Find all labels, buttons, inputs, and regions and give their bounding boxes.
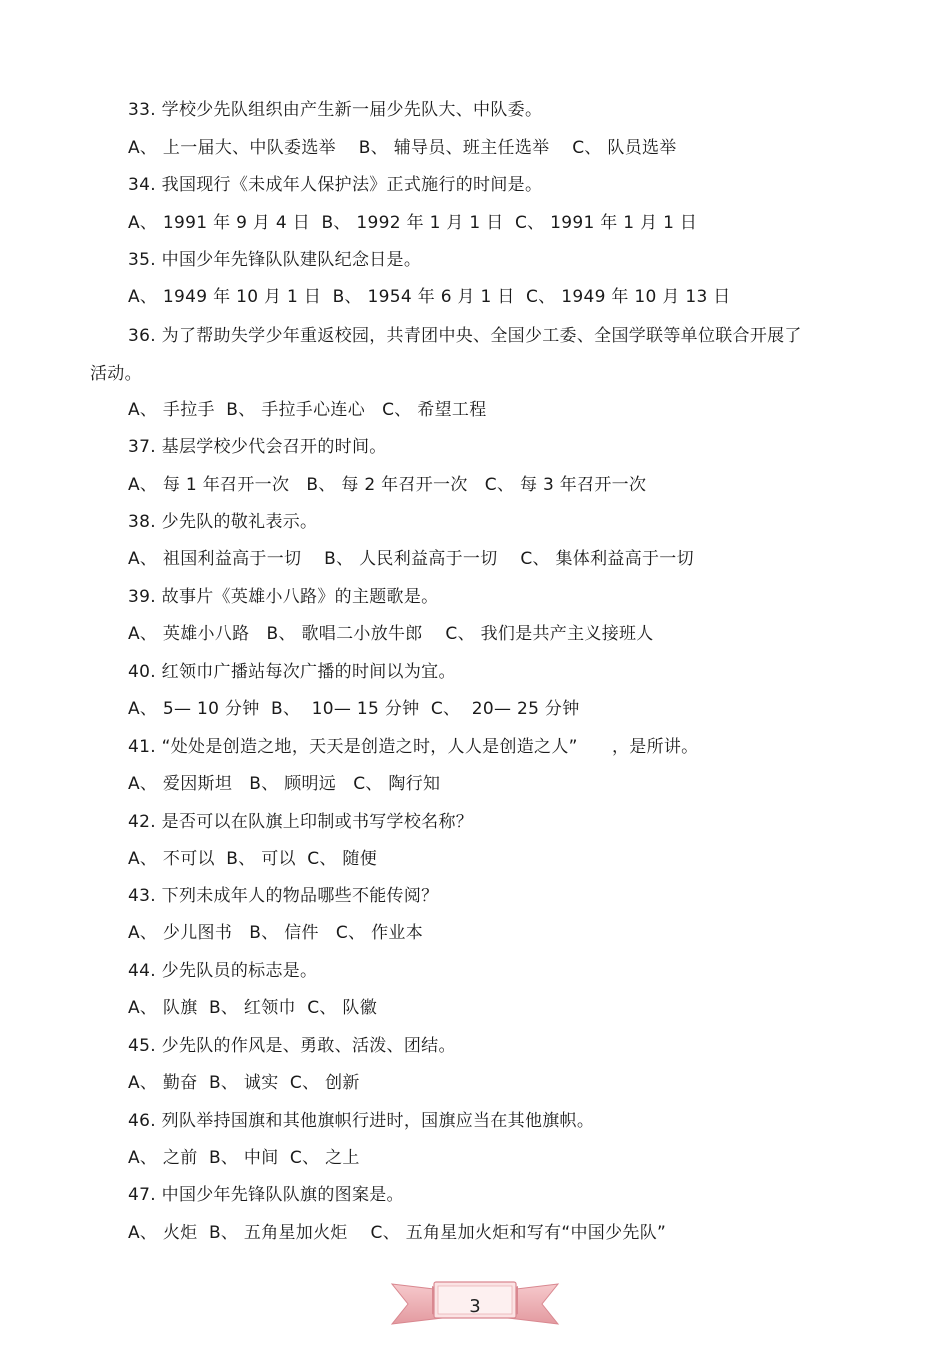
question-38: 38. 少先队的敬礼表示。 bbox=[128, 512, 318, 532]
options-39: A、 英雄小八路 B、 歌唱二小放牛郎 C、 我们是共产主义接班人 bbox=[128, 624, 654, 644]
question-47: 47. 中国少年先锋队队旗的图案是。 bbox=[128, 1185, 404, 1205]
question-34: 34. 我国现行《未成年人保护法》正式施行的时间是。 bbox=[128, 175, 543, 195]
question-35: 35. 中国少年先锋队队建队纪念日是。 bbox=[128, 250, 422, 270]
question-40: 40. 红领巾广播站每次广播的时间以为宜。 bbox=[128, 662, 456, 682]
options-34: A、 1991 年 9 月 4 日 B、 1992 年 1 月 1 日 C、 1991 年 1 月 1 日 bbox=[128, 213, 698, 233]
options-46: A、 之前 B、 中间 C、 之上 bbox=[128, 1148, 360, 1168]
question-39: 39. 故事片《英雄小八路》的主题歌是。 bbox=[128, 587, 439, 607]
options-37: A、 每 1 年召开一次 B、 每 2 年召开一次 C、 每 3 年召开一次 bbox=[128, 475, 647, 495]
page-number: 3 bbox=[469, 1296, 481, 1317]
question-41: 41. “处处是创造之地，天天是创造之时，人人是创造之人” ，是所讲。 bbox=[128, 737, 699, 757]
options-38: A、 祖国利益高于一切 B、 人民利益高于一切 C、 集体利益高于一切 bbox=[128, 549, 694, 569]
question-46: 46. 列队举持国旗和其他旗帜行进时，国旗应当在其他旗帜。 bbox=[128, 1111, 595, 1131]
options-33: A、 上一届大、中队委选举 B、 辅导员、班主任选举 C、 队员选举 bbox=[128, 138, 677, 158]
question-45: 45. 少先队的作风是、勇敢、活泼、团结。 bbox=[128, 1036, 456, 1056]
options-44: A、 队旗 B、 红领巾 C、 队徽 bbox=[128, 998, 377, 1018]
options-47: A、 火炬 B、 五角星加火炬 C、 五角星加火炬和写有“中国少先队” bbox=[128, 1223, 667, 1243]
options-41: A、 爱因斯坦 B、 顾明远 C、 陶行知 bbox=[128, 774, 441, 794]
question-42: 42. 是否可以在队旗上印制或书写学校名称？ bbox=[128, 812, 474, 832]
options-35: A、 1949 年 10 月 1 日 B、 1954 年 6 月 1 日 C、 1949 年 10 月 13 日 bbox=[128, 287, 731, 307]
question-44: 44. 少先队员的标志是。 bbox=[128, 961, 318, 981]
options-45: A、 勤奋 B、 诚实 C、 创新 bbox=[128, 1073, 360, 1093]
question-36-continued: 活动。 bbox=[90, 364, 142, 384]
question-36: 36. 为了帮助失学少年重返校园，共青团中央、全国少工委、全国学联等单位联合开展了 bbox=[128, 326, 802, 346]
options-42: A、 不可以 B、 可以 C、 随便 bbox=[128, 849, 377, 869]
options-43: A、 少儿图书 B、 信件 C、 作业本 bbox=[128, 923, 423, 943]
options-40: A、 5— 10 分钟 B、 10— 15 分钟 C、 20— 25 分钟 bbox=[128, 699, 580, 719]
question-37: 37. 基层学校少代会召开的时间。 bbox=[128, 437, 387, 457]
options-36: A、 手拉手 B、 手拉手心连心 C、 希望工程 bbox=[128, 400, 487, 420]
question-43: 43. 下列未成年人的物品哪些不能传阅？ bbox=[128, 886, 439, 906]
question-33: 33. 学校少先队组织由产生新一届少先队大、中队委。 bbox=[128, 100, 543, 120]
